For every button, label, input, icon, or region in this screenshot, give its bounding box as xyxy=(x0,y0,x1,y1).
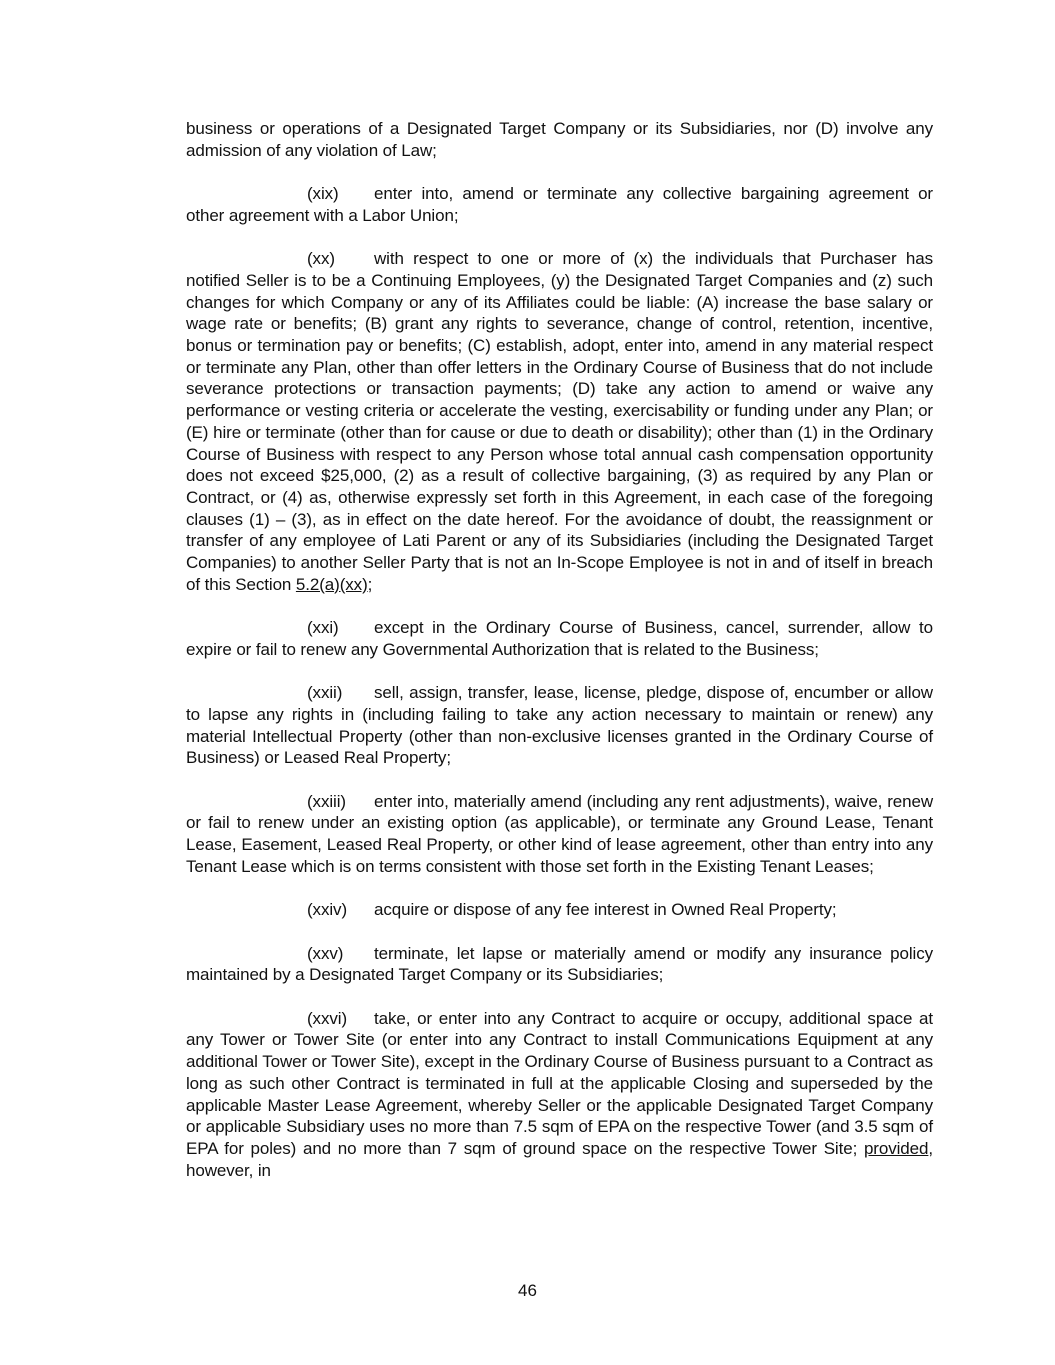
clause-number-xxvi: (xxvi) xyxy=(307,1008,347,1028)
clause-text-xxii: sell, assign, transfer, lease, license, pledge, dispose of, encumber or allow to lapse any rights in (including failing to take any action necessary to maintain or renew) any material Intellectual Property (other than non-exclusive licenses granted in the Ordinary Course of Business) or Leased Real Property; xyxy=(186,683,933,768)
clause-text-xix: enter into, amend or terminate any collective bargaining agreement or other agreement with a Labor Union; xyxy=(186,184,933,225)
clause-text-xxiii: enter into, materially amend (including any rent adjustments), waive, renew or fail to renew under an existing option (as applicable), or terminate any Ground Lease, Tenant Lease, Easement, Leased Real Property, or other kind of lease agreement, other than entry into any Tenant Lease which is on terms consistent with those set forth in the Existing Tenant Leases; xyxy=(186,791,933,876)
clause-number-xx: (xx) xyxy=(307,249,335,269)
paragraph-xxvi xyxy=(186,1008,933,1182)
paragraph-xx xyxy=(186,248,933,595)
paragraph-xix xyxy=(186,183,933,226)
clause-number-xxii: (xxii) xyxy=(307,683,343,703)
paragraph-continuation: business or operations of a Designated Target Company or its Subsidiaries, nor (D) involve any admission of any violation of Law; xyxy=(186,119,933,160)
paragraph-xxiii xyxy=(186,791,933,878)
clause-number-xix: (xix) xyxy=(307,184,339,204)
clause-number-xxiv: (xxiv) xyxy=(307,900,347,920)
section-reference-link[interactable]: 5.2(a)(xx) xyxy=(295,574,368,594)
clause-text-xxvi: take, or enter into any Contract to acquire or occupy, additional space at any Tower or Tower Site (or enter into any Contract to install Communications Equipment at any additional Tower or Tower Site), except in the Ordinary Course of Business pursuant to a Contract as long as such other Contract is terminated in full at the applicable Closing and superseded by the applicable Master Lease Agreement, whereby Seller or the applicable Designated Target Company or applicable Subsidiary uses no more than 7.5 sqm of EPA on the respective Tower (and 3.5 sqm of EPA for poles) and no more than 7 sqm of ground space on the respective Tower Site; xyxy=(186,1008,933,1158)
paragraph-xxiv xyxy=(186,899,933,921)
paragraph-xxi xyxy=(186,617,933,660)
paragraph-xxv xyxy=(186,943,933,986)
clause-number-xxiii: (xxiii) xyxy=(307,791,346,811)
clause-number-xxi: (xxi) xyxy=(307,618,339,638)
clause-text-xxvi-end: , however, in xyxy=(186,1138,933,1180)
paragraph-xxii xyxy=(186,682,933,769)
clause-number-xxv: (xxv) xyxy=(307,943,344,963)
page-number: 46 xyxy=(518,1281,537,1300)
clause-text-xxiv: acquire or dispose of any fee interest in Owned Real Property; xyxy=(374,900,837,920)
clause-text-xx-end: ; xyxy=(367,574,373,594)
clause-text-xx: with respect to one or more of (x) the individuals that Purchaser has notified Seller is to be a Continuing Employees, (y) the Designated Target Companies and (z) such changes for which Company or any of its Affiliates could be liable: (A) increase the base salary or wage rate or benefits; (B) grant any rights to severance, change of control, retention, incentive, bonus or termination pay or benefits; (C) establish, adopt, enter into, amend in any material respect or terminate any Plan, other than offer letters in the Ordinary Course of Business that do not include severance protections or transaction payments; (D) take any action to amend or waive any performance or vesting criteria or accelerate the vesting, exercisability or funding under any Plan; or (E) hire or terminate (other than for cause or due to death or disability); other than (1) in the Ordinary Course of Business with respect to any Person whose total annual cash compensation opportunity does not exceed $25,000, (2) as a result of collective bargaining, (3) as required by any Plan or Contract, or (4) as, otherwise expressly set forth in this Agreement, in each case of the foregoing clauses (1) – (3), as in effect on the date hereof. For the avoidance of doubt, the reassignment or transfer of any employee of Lati Parent or any of its Subsidiaries (including the Designated Target Companies) to another Seller Party that is not an In-Scope Employee is not in and of itself in breach of this Section xyxy=(186,249,933,594)
clause-text-xxv: terminate, let lapse or materially amend or modify any insurance policy maintained by a Designated Target Company or its Subsidiaries; xyxy=(186,943,933,985)
clause-text-xxi: except in the Ordinary Course of Business, cancel, surrender, allow to expire or fail to renew any Governmental Authorization that is related to the Business; xyxy=(186,618,933,659)
provided-emphasis: provided xyxy=(863,1138,929,1158)
document-body xyxy=(186,118,933,1203)
